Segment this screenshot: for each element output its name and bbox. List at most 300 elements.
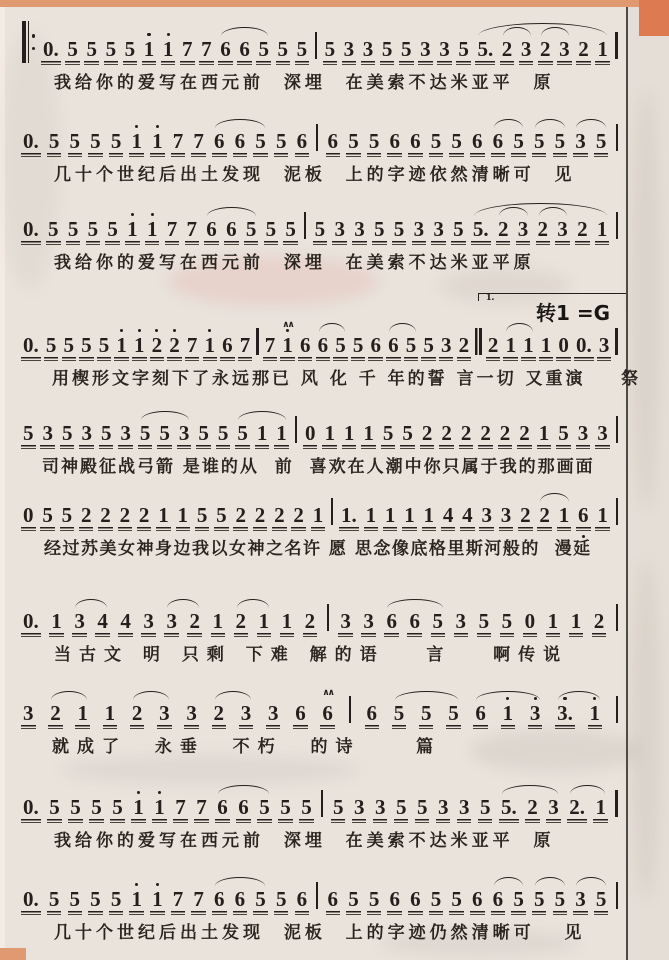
note-token: 3: [41, 423, 54, 444]
note-token: 2: [188, 611, 201, 632]
note-token: 3: [333, 219, 346, 240]
note-token: 5: [22, 423, 35, 444]
note-token: 5: [452, 219, 465, 240]
note-token: 2: [499, 423, 512, 444]
lyrics-line: 几十个世纪后出土发现 泥板 上的字迹依然清晰可 见: [54, 165, 576, 185]
note-token: 1: [504, 335, 517, 356]
octave-dot-above: [156, 125, 159, 128]
note-token: 6: [219, 39, 232, 60]
note-token: 2: [460, 423, 473, 444]
note-token: 5: [284, 219, 297, 240]
note-token: 1: [312, 505, 325, 526]
note-token: 5: [217, 423, 230, 444]
note-token: 1: [50, 611, 63, 632]
mordent-icon: ∧∧: [322, 688, 333, 698]
note-token: 3: [362, 611, 375, 632]
note-token: 3: [437, 797, 450, 818]
note-token: 1: [538, 423, 551, 444]
note-token: 7: [166, 219, 179, 240]
note-token: 1.: [340, 505, 358, 526]
slur-arc: [558, 691, 600, 700]
notes-row: [22, 876, 618, 910]
note-token: 5: [401, 423, 414, 444]
note-token: 3: [353, 797, 366, 818]
note-token: 5: [422, 335, 435, 356]
slur-arc: [389, 323, 416, 332]
note-token: 3: [413, 219, 426, 240]
note-token: 0: [557, 335, 570, 356]
note-token: 5: [254, 889, 267, 910]
note-token: 1 ∧∧: [281, 335, 294, 356]
note-token: 6: [299, 335, 312, 356]
note-token: 5: [196, 505, 209, 526]
notes-row: [22, 410, 618, 444]
note-token: 1: [403, 505, 416, 526]
note-token: 5: [332, 797, 345, 818]
note-token: 6: [409, 131, 422, 152]
scan-right-margin: [628, 7, 669, 960]
note-token: 0: [304, 423, 317, 444]
note-token: 5: [98, 335, 111, 356]
note-token: 5.: [472, 219, 490, 240]
note-token: 6: [408, 611, 421, 632]
notes-row: [22, 690, 618, 724]
note-token: 1: [132, 797, 145, 818]
note-token: 5: [48, 131, 61, 152]
note-token: 6: [225, 219, 238, 240]
page-edge-line: [626, 5, 628, 960]
note-token: 5: [69, 797, 82, 818]
note-token: 0.: [22, 219, 40, 240]
note-token: 7: [174, 797, 187, 818]
volta-bracket: [478, 293, 626, 301]
note-token: 5: [48, 797, 61, 818]
note-token: 5: [61, 505, 74, 526]
note-token: 7: [192, 131, 205, 152]
note-token: 5.: [500, 797, 518, 818]
note-token: 5: [393, 703, 406, 724]
scan-top-band: [0, 0, 669, 7]
slur-arc: [167, 599, 199, 608]
note-token: 5: [257, 39, 270, 60]
note-token: 6: [317, 335, 330, 356]
note-token: 2: [539, 39, 552, 60]
note-token: 2: [234, 505, 247, 526]
note-token: 5: [430, 889, 443, 910]
note-token: 6: [387, 335, 400, 356]
note-token: 2: [518, 423, 531, 444]
note-token: 6: [234, 889, 247, 910]
note-token: 0.: [22, 131, 40, 152]
note-token: 2: [213, 703, 226, 724]
note-token: 3: [455, 611, 468, 632]
note-token: 5: [105, 39, 118, 60]
note-token: 6: [205, 219, 218, 240]
note-token: 1: [570, 611, 583, 632]
barline: [616, 882, 618, 909]
note-token: 3: [574, 131, 587, 152]
slur-arc: [506, 323, 533, 332]
note-token: 2: [576, 219, 589, 240]
barline: [316, 882, 318, 909]
note-token: 5: [432, 611, 445, 632]
note-token: 2: [292, 505, 305, 526]
notes-row: [22, 492, 618, 526]
barline: [331, 498, 333, 525]
octave-dot-above: [131, 213, 134, 216]
note-token: 7: [264, 335, 277, 356]
note-token: 2: [538, 505, 551, 526]
note-token: 5: [416, 797, 429, 818]
slur-arc: [494, 877, 523, 886]
notes-row: [22, 784, 618, 818]
music-system: [22, 118, 618, 185]
note-token: 5: [63, 335, 76, 356]
note-token: 5: [279, 797, 292, 818]
note-token: 2: [593, 611, 606, 632]
note-token: 1: [502, 703, 515, 724]
note-token: 2: [577, 39, 590, 60]
note-token: 6: [366, 703, 379, 724]
repeat-start-sign: [22, 21, 35, 63]
note-token: 3: [353, 219, 366, 240]
note-token: 5: [478, 611, 491, 632]
note-token: 3: [22, 703, 35, 724]
note-token: 1: [177, 505, 190, 526]
octave-dot-above: [151, 213, 154, 216]
note-token: 5: [61, 423, 74, 444]
note-token: 6: [213, 889, 226, 910]
note-token: 1: [594, 797, 607, 818]
note-token: 1: [362, 423, 375, 444]
slur-arc: [535, 119, 565, 128]
mordent-icon: ∧∧: [282, 320, 293, 330]
octave-dot-above: [208, 329, 211, 332]
note-token: 3: [73, 611, 86, 632]
slur-arc: [133, 691, 169, 700]
note-token: 5: [400, 39, 413, 60]
note-token: 5: [479, 797, 492, 818]
scan-top-right-corner: [639, 0, 669, 36]
note-token: 2: [497, 219, 510, 240]
notes-row: [22, 598, 618, 632]
note-token: 5: [554, 889, 567, 910]
scan-left-edge: [0, 0, 5, 960]
notes-row: [22, 26, 618, 60]
note-token: 3: [458, 797, 471, 818]
barline: [304, 212, 306, 239]
note-token: 2: [119, 505, 132, 526]
note-token: 5: [69, 131, 82, 152]
note-token: 0: [524, 611, 537, 632]
note-token: 7: [195, 797, 208, 818]
octave-dot-above: [120, 329, 123, 332]
note-token: 5: [41, 505, 54, 526]
double-barline: [475, 328, 482, 355]
note-token: 1: [365, 505, 378, 526]
note-token: 5: [557, 423, 570, 444]
note-token: 2: [168, 335, 181, 356]
note-token: 3: [142, 611, 155, 632]
octave-dot-above: [167, 33, 170, 36]
note-token: 2: [479, 423, 492, 444]
slur-arc: [502, 785, 558, 794]
note-token: 6: [388, 131, 401, 152]
note-token: 5: [89, 131, 102, 152]
note-token: 6: [296, 131, 309, 152]
note-token: 3.: [556, 703, 574, 724]
slur-arc: [570, 785, 605, 794]
note-token: 6 ∧∧: [321, 703, 334, 724]
note-token: 0.: [22, 335, 40, 356]
note-token: 5: [368, 889, 381, 910]
barline: [616, 416, 618, 443]
volta-label: 1.: [486, 291, 495, 303]
note-token: 1: [423, 505, 436, 526]
slur-arc: [238, 411, 286, 420]
note-token: 5: [45, 335, 58, 356]
note-token: 6: [471, 889, 484, 910]
note-token: 3: [529, 703, 542, 724]
slur-arc: [535, 877, 565, 886]
note-token: 2.: [568, 797, 586, 818]
note-token: 6: [492, 131, 505, 152]
note-token: 5: [314, 219, 327, 240]
octave-dot-above: [156, 883, 159, 886]
barline: [616, 498, 618, 525]
slur-arc: [215, 877, 265, 886]
note-token: 5: [457, 39, 470, 60]
note-token: 1: [146, 219, 159, 240]
note-token: 5: [275, 131, 288, 152]
note-token: 3: [577, 423, 590, 444]
barline: [615, 328, 617, 355]
slur-arc: [319, 323, 345, 332]
note-token: 3: [339, 611, 352, 632]
note-token: 5: [347, 889, 360, 910]
note-token: 1: [130, 889, 143, 910]
note-token: 1: [596, 505, 609, 526]
barline: [615, 790, 617, 817]
note-token: 5: [512, 131, 525, 152]
note-token: 3: [517, 219, 530, 240]
barline: [615, 32, 617, 59]
note-token: 5: [215, 505, 228, 526]
note-token: 5: [450, 889, 463, 910]
note-token: 5: [300, 797, 313, 818]
note-token: 3: [362, 39, 375, 60]
note-token: 5: [258, 797, 271, 818]
note-token: 5: [277, 39, 290, 60]
note-token: 1: [76, 703, 89, 724]
note-token: 1: [540, 335, 553, 356]
music-system: [22, 320, 642, 389]
note-token: 1: [558, 505, 571, 526]
lyrics-line: 当古文 明 只剩 下难 解的语 言 啊传说: [54, 645, 569, 665]
note-token: 6: [234, 131, 247, 152]
note-token: 1: [133, 335, 146, 356]
note-token: 2: [131, 703, 144, 724]
slur-arc: [494, 119, 523, 128]
scan-bottom-left-corner: [0, 948, 26, 960]
note-token: 5: [110, 131, 123, 152]
slur-arc: [141, 411, 189, 420]
note-token: 1: [104, 703, 117, 724]
music-system: [22, 492, 618, 559]
barline: [349, 696, 351, 723]
note-token: 5: [373, 219, 386, 240]
note-token: 6: [221, 335, 234, 356]
notes-row: [22, 322, 618, 356]
note-token: 1: [153, 797, 166, 818]
barline: [616, 696, 618, 723]
note-token: 2: [99, 505, 112, 526]
note-token: 7: [172, 131, 185, 152]
barline: [295, 416, 297, 443]
slur-arc: [540, 493, 569, 502]
lyrics-line: 我给你的爱写在西元前 深埋 在美索不达米亚平 原: [54, 831, 555, 851]
note-token: 3: [440, 335, 453, 356]
note-token: 6: [474, 703, 487, 724]
note-token: 0.: [22, 797, 40, 818]
note-token: 1: [258, 611, 271, 632]
slur-arc: [218, 785, 269, 794]
note-token: 0.: [22, 611, 40, 632]
note-token: 5: [533, 131, 546, 152]
note-token: 3: [185, 703, 198, 724]
note-token: 2: [138, 505, 151, 526]
note-token: 5: [66, 39, 79, 60]
note-token: 5: [124, 39, 137, 60]
note-token: 3: [343, 39, 356, 60]
note-token: 6: [492, 889, 505, 910]
octave-dot-above: [137, 791, 140, 794]
note-token: 3: [547, 797, 560, 818]
note-token: 3: [520, 39, 533, 60]
note-token: 5: [110, 889, 123, 910]
note-token: 4: [96, 611, 109, 632]
note-token: 1: [130, 131, 143, 152]
note-token: 5: [87, 219, 100, 240]
barline: [327, 604, 329, 631]
note-token: 7: [172, 889, 185, 910]
note-token: 3: [438, 39, 451, 60]
note-token: 7: [186, 219, 199, 240]
note-token: 4: [119, 611, 132, 632]
note-token: 6: [216, 797, 229, 818]
note-token: 1: [204, 335, 217, 356]
note-token: 5.: [476, 39, 494, 60]
barline: [616, 212, 618, 239]
note-token: 2: [304, 611, 317, 632]
note-token: 5: [595, 889, 608, 910]
note-token: 5: [296, 39, 309, 60]
note-token: 5: [80, 335, 93, 356]
slur-arc: [215, 119, 265, 128]
lyrics-line: 几十个世纪后出土发现 泥板 上的字迹仍然清晰可 见: [54, 923, 586, 943]
note-token: 5: [85, 39, 98, 60]
note-token: 3: [598, 335, 611, 356]
note-token: 3: [432, 219, 445, 240]
octave-dot-above: [158, 791, 161, 794]
note-token: 5: [381, 39, 394, 60]
note-token: 2: [526, 797, 539, 818]
note-token: 5: [324, 39, 337, 60]
note-token: 6: [294, 703, 307, 724]
note-token: 2: [235, 611, 248, 632]
note-token: 5: [139, 423, 152, 444]
note-token: 7: [186, 335, 199, 356]
note-token: 5: [450, 131, 463, 152]
note-token: 1: [596, 219, 609, 240]
note-token: 2: [254, 505, 267, 526]
note-token: 5: [430, 131, 443, 152]
note-token: 1: [115, 335, 128, 356]
music-system: [22, 876, 618, 943]
note-token: 2: [151, 335, 164, 356]
note-token: 4: [442, 505, 455, 526]
note-token: 1: [596, 39, 609, 60]
note-token: 5: [447, 703, 460, 724]
note-token: 3: [574, 889, 587, 910]
note-token: 6: [409, 889, 422, 910]
note-token: 5: [106, 219, 119, 240]
barline: [316, 124, 318, 151]
note-token: 1: [323, 423, 336, 444]
note-token: 6: [369, 335, 382, 356]
note-token: 1: [589, 703, 602, 724]
note-token: 5: [89, 889, 102, 910]
music-system: [22, 206, 618, 273]
lyrics-line: 就成了 永垂 不朽 的诗 篇: [52, 737, 442, 757]
slur-arc: [207, 207, 256, 216]
lyrics-line: 我给你的爱写在西元前 深埋 在美索不达米亚平原: [54, 253, 535, 273]
note-token: 2: [501, 39, 514, 60]
slur-arc: [215, 691, 251, 700]
note-token: 2: [519, 505, 532, 526]
note-token: 6: [238, 39, 251, 60]
note-token: 1: [151, 131, 164, 152]
octave-dot-above: [155, 329, 158, 332]
note-token: 6: [296, 889, 309, 910]
barline: [616, 124, 618, 151]
note-token: 5: [275, 889, 288, 910]
note-token: 3: [267, 703, 280, 724]
note-token: 5: [352, 335, 365, 356]
note-token: 5: [334, 335, 347, 356]
note-token: 5: [67, 219, 80, 240]
music-system: [22, 690, 618, 757]
slur-arc: [576, 119, 606, 128]
lyrics-line: 经过苏美女神身边我以女神之名许 愿 思念像底格里斯河般的 漫延: [44, 539, 592, 559]
note-token: 6: [237, 797, 250, 818]
octave-dot-above: [138, 329, 141, 332]
slur-arc: [237, 599, 269, 608]
note-token: 6: [327, 889, 340, 910]
note-token: 3: [480, 505, 493, 526]
note-token: 2: [80, 505, 93, 526]
note-token: 2: [421, 423, 434, 444]
note-token: 5: [197, 423, 210, 444]
note-token: 7: [239, 335, 252, 356]
note-token: 1: [275, 423, 288, 444]
note-token: 3: [596, 423, 609, 444]
note-token: 5: [47, 219, 60, 240]
note-token: 5: [595, 131, 608, 152]
notes-row: [22, 206, 618, 240]
note-token: 6: [213, 131, 226, 152]
note-token: 7: [192, 889, 205, 910]
